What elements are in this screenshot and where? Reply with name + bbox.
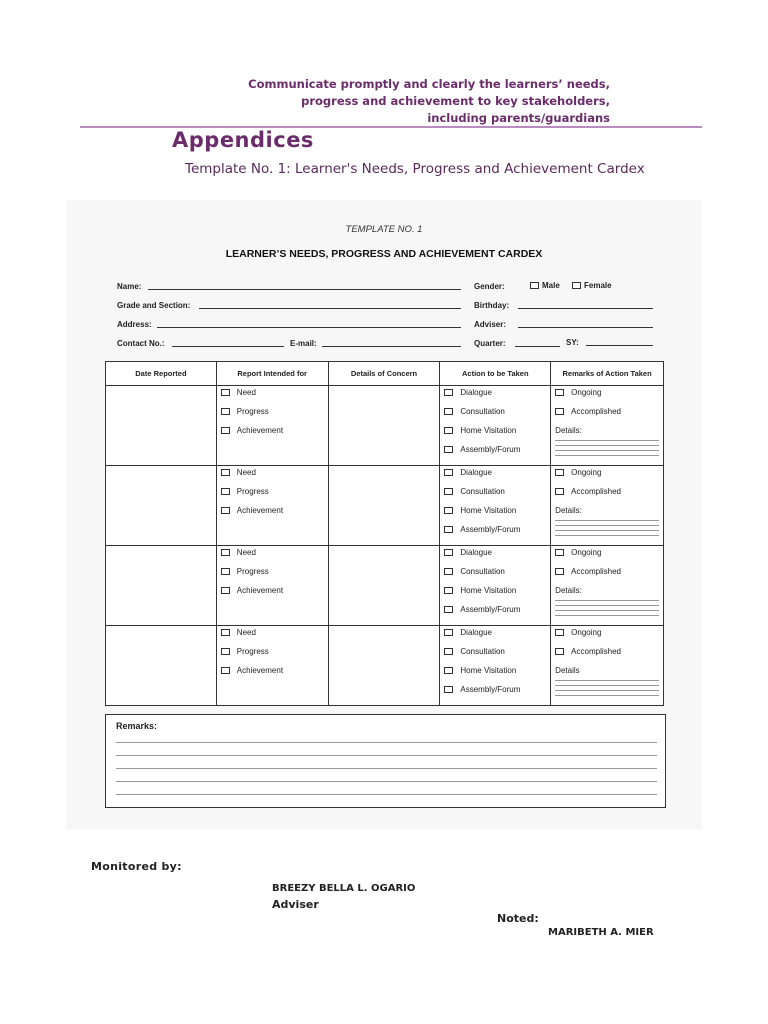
report-option-progress[interactable] [221,487,269,496]
checkbox-icon [444,686,453,693]
action-option-dialogue[interactable] [444,388,492,397]
contact-field[interactable] [172,346,284,347]
address-field[interactable] [157,327,461,328]
form-title: LEARNER’S NEEDS, PROGRESS AND ACHIEVEMENT CARDEX [225,248,543,260]
option-label: Need [236,388,256,397]
option-label: Accomplished [571,487,621,496]
monitored-by-label: Monitored by: [91,860,182,873]
option-label: Ongoing [571,628,602,637]
checkbox-icon [555,488,564,495]
checkbox-icon [444,469,453,476]
checkbox-icon [444,507,453,514]
action-option-consultation[interactable] [444,487,504,496]
table-row [106,546,664,626]
checkbox-icon [530,282,539,289]
header-note-line: including parents/guardians [427,111,610,125]
action-cell [440,466,551,546]
checkbox-icon [444,446,453,453]
date-reported-cell[interactable] [106,386,217,466]
address-label: Address: [117,320,152,329]
adviser-field[interactable] [518,327,653,328]
option-label: Ongoing [571,548,602,557]
action-option-assembly[interactable] [444,685,520,694]
table-row [106,626,664,706]
checkbox-icon [555,568,564,575]
grade-section-label: Grade and Section: [117,301,191,310]
table-row [106,386,664,466]
details-lines[interactable] [555,516,659,536]
gender-female-option[interactable] [572,281,612,290]
report-intended-cell [216,386,328,466]
report-option-need[interactable] [221,388,256,397]
adviser-label: Adviser: [474,320,507,329]
birthday-field[interactable] [518,308,653,309]
option-label: Dialogue [460,628,492,637]
report-intended-cell [216,546,328,626]
remarks-line [116,768,657,769]
remarks-of-action-cell [551,466,664,546]
cardex-table [105,361,664,706]
male-label: Male [542,281,560,290]
checkbox-icon [221,389,230,396]
action-option-home-visitation[interactable] [444,506,516,515]
checkbox-icon [221,667,230,674]
option-label: Home Visitation [460,506,517,515]
option-label: Need [236,468,256,477]
checkbox-icon [444,629,453,636]
remark-option-accomplished[interactable] [555,647,621,656]
remark-option-accomplished[interactable] [555,407,621,416]
header-note-line: Communicate promptly and clearly the learners’ needs, [248,77,610,91]
date-reported-cell[interactable] [106,626,217,706]
checkbox-icon [221,549,230,556]
remarks-label: Remarks: [116,721,158,731]
checkbox-icon [444,568,453,575]
quarter-field[interactable] [515,346,560,347]
option-label: Achievement [236,586,284,595]
checkbox-icon [572,282,581,289]
checkbox-icon [444,389,453,396]
details-label: Details [555,666,580,675]
option-label: Progress [236,567,269,576]
remark-option-accomplished[interactable] [555,567,621,576]
action-option-dialogue[interactable] [444,628,492,637]
checkbox-icon [444,549,453,556]
noted-name: MARIBETH A. MIER [548,927,654,938]
checkbox-icon [221,568,230,575]
grade-section-field[interactable] [199,308,461,309]
checkbox-icon [221,507,230,514]
remark-option-ongoing[interactable] [555,628,601,637]
checkbox-icon [221,408,230,415]
checkbox-icon [221,648,230,655]
form-kicker: TEMPLATE NO. 1 [345,224,423,235]
name-label: Name: [117,282,142,291]
table-row [106,466,664,546]
checkbox-icon [221,587,230,594]
gender-male-option[interactable] [530,281,560,290]
checkbox-icon [221,629,230,636]
remark-option-ongoing[interactable] [555,548,601,557]
details-of-concern-cell[interactable] [328,386,440,466]
date-reported-cell[interactable] [106,546,217,626]
birthday-label: Birthday: [474,301,510,310]
report-option-need[interactable] [221,628,256,637]
column-header: Report Intended for [216,362,328,386]
option-label: Dialogue [460,548,492,557]
remark-option-ongoing[interactable] [555,388,601,397]
date-reported-cell[interactable] [106,466,217,546]
report-option-achievement[interactable] [221,506,283,515]
remark-option-accomplished[interactable] [555,487,621,496]
action-option-assembly[interactable] [444,525,520,534]
option-label: Dialogue [460,468,492,477]
details-of-concern-cell[interactable] [328,466,440,546]
remarks-box[interactable] [105,714,666,808]
checkbox-icon [444,526,453,533]
checkbox-icon [555,469,564,476]
checkbox-icon [444,587,453,594]
action-cell [440,626,551,706]
option-label: Consultation [460,487,505,496]
option-label: Need [236,628,256,637]
sy-field[interactable] [586,345,653,346]
action-option-dialogue[interactable] [444,468,492,477]
header-note [200,76,610,127]
header-note-line: progress and achievement to key stakeholders, [301,94,610,108]
table-header-row [106,362,664,386]
action-option-home-visitation[interactable] [444,666,516,675]
checkbox-icon [555,408,564,415]
report-option-need[interactable] [221,548,256,557]
email-label: E-mail: [290,339,317,348]
option-label: Assembly/Forum [460,445,521,454]
option-label: Progress [236,407,269,416]
checkbox-icon [555,549,564,556]
checkbox-icon [555,629,564,636]
action-option-assembly[interactable] [444,445,520,454]
option-label: Assembly/Forum [460,685,521,694]
report-option-progress[interactable] [221,407,269,416]
option-label: Assembly/Forum [460,605,521,614]
option-label: Consultation [460,647,505,656]
option-label: Ongoing [571,468,602,477]
option-label: Accomplished [571,647,621,656]
report-option-progress[interactable] [221,647,269,656]
option-label: Progress [236,647,269,656]
action-option-home-visitation[interactable] [444,426,516,435]
adviser-role: Adviser [272,898,319,911]
template-title: Template No. 1: Learner's Needs, Progress and Achievement Cardex [185,161,645,177]
report-option-achievement[interactable] [221,666,283,675]
contact-label: Contact No.: [117,339,165,348]
option-label: Achievement [236,426,284,435]
details-label: Details: [555,426,582,435]
column-header: Remarks of Action Taken [551,362,664,386]
action-option-dialogue[interactable] [444,548,492,557]
checkbox-icon [444,606,453,613]
action-cell [440,386,551,466]
checkbox-icon [444,648,453,655]
remarks-line [116,742,657,743]
details-lines[interactable] [555,596,659,616]
name-field[interactable] [148,289,461,290]
remarks-of-action-cell [551,386,664,466]
checkbox-icon [221,469,230,476]
option-label: Accomplished [571,407,621,416]
female-label: Female [584,281,612,290]
checkbox-icon [444,427,453,434]
report-option-achievement[interactable] [221,426,283,435]
checkbox-icon [221,427,230,434]
gender-label: Gender: [474,282,505,291]
quarter-label: Quarter: [474,339,506,348]
remarks-line [116,794,657,795]
checkbox-icon [444,408,453,415]
report-option-achievement[interactable] [221,586,283,595]
option-label: Consultation [460,407,505,416]
remarks-line [116,781,657,782]
option-label: Home Visitation [460,426,517,435]
action-option-consultation[interactable] [444,647,504,656]
email-field[interactable] [322,346,461,347]
option-label: Achievement [236,666,284,675]
column-header: Action to be Taken [440,362,551,386]
adviser-name: BREEZY BELLA L. OGARIO [272,883,416,894]
option-label: Ongoing [571,388,602,397]
sy-label: SY: [566,338,579,347]
option-label: Assembly/Forum [460,525,521,534]
action-option-home-visitation[interactable] [444,586,516,595]
action-option-consultation[interactable] [444,407,504,416]
column-header: Date Reported [106,362,217,386]
remark-option-ongoing[interactable] [555,468,601,477]
section-title: Appendices [172,128,314,152]
report-intended-cell [216,626,328,706]
option-label: Need [236,548,256,557]
checkbox-icon [555,389,564,396]
column-header: Details of Concern [328,362,440,386]
action-option-consultation[interactable] [444,567,504,576]
checkbox-icon [555,648,564,655]
remarks-line [116,755,657,756]
details-of-concern-cell[interactable] [328,626,440,706]
option-label: Dialogue [460,388,492,397]
remarks-of-action-cell [551,626,664,706]
checkbox-icon [444,488,453,495]
option-label: Progress [236,487,269,496]
report-option-need[interactable] [221,468,256,477]
option-label: Accomplished [571,567,621,576]
checkbox-icon [444,667,453,674]
noted-label: Noted: [497,912,539,925]
checkbox-icon [221,488,230,495]
report-option-progress[interactable] [221,567,269,576]
option-label: Achievement [236,506,284,515]
report-intended-cell [216,466,328,546]
details-label: Details: [555,586,582,595]
action-cell [440,546,551,626]
remarks-of-action-cell [551,546,664,626]
details-lines[interactable] [555,676,659,696]
action-option-assembly[interactable] [444,605,520,614]
details-of-concern-cell[interactable] [328,546,440,626]
option-label: Home Visitation [460,666,517,675]
option-label: Consultation [460,567,505,576]
option-label: Home Visitation [460,586,517,595]
details-lines[interactable] [555,436,659,456]
details-label: Details: [555,506,582,515]
